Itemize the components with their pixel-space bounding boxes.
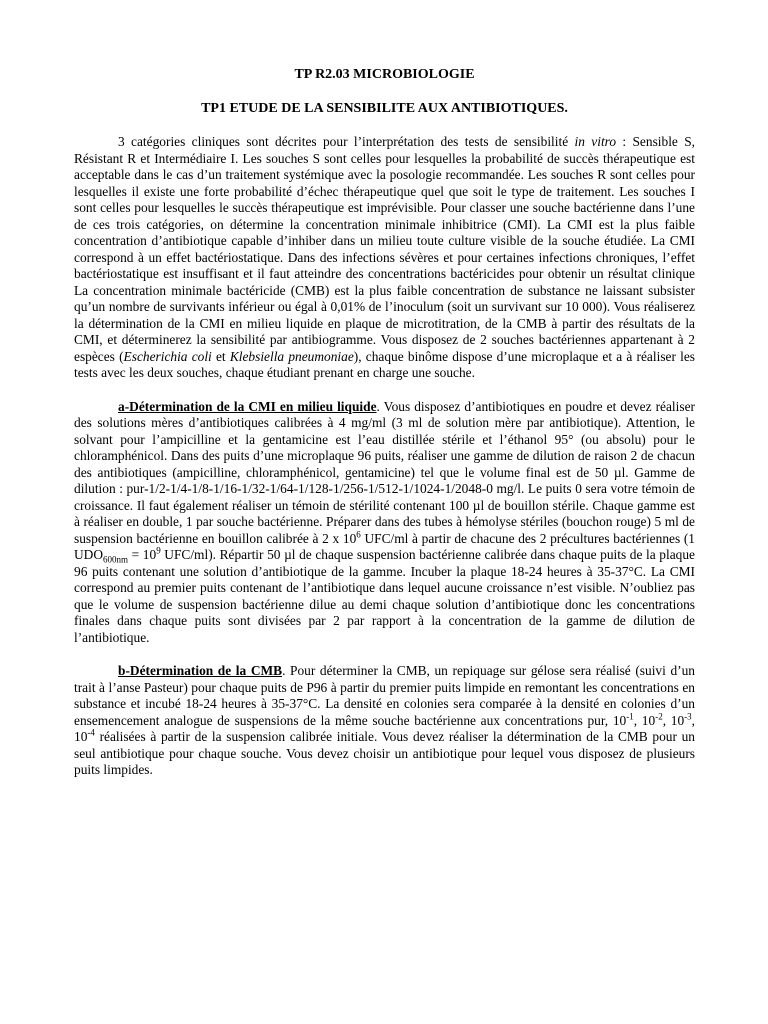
page-subtitle bbox=[74, 100, 695, 118]
section-a-text-4: UFC/ml). Répartir 50 µl de chaque suspension bactérienne calibrée dans chaque puits de la plaque 96 puits contenant une solution d’antibiotique de la gamme. Incuber la plaque 18-24 heures à 35-37°C. La CMI correspond au premier puits contenant de l’antibiotique dans lequel aucune croissance n’est visible. N’oubliez pas que le volume de suspension bactérienne dilue au demi chaque solution d’antibiotique donc les concentrations finales dans chaque puits sont divisées par 2 par rapport à la concentration de la gamme de dilution de l’antibiotique. bbox=[74, 547, 696, 645]
intro-and: et bbox=[211, 348, 230, 364]
section-b-heading: b-Détermination de la CMB bbox=[118, 663, 283, 678]
subtitle-text: TP1 ETUDE DE LA SENSIBILITE AUX ANTIBIOTIQUES bbox=[201, 101, 565, 116]
section-a-paragraph bbox=[74, 399, 695, 647]
section-b-comma-3: , 10 bbox=[74, 712, 696, 744]
page-title: TP R2.03 MICROBIOLOGIE bbox=[294, 67, 475, 82]
section-a-text-1: . Vous disposez d’antibiotiques en poudre et devez réaliser des solutions mères d’antibiotiques calibrées à 4 mg/ml (3 ml de solution mère par antibiotique). Attention, le solvant pour l’ampicilline et la gentamicine est l’eau distillée stérile et l’éthanol 95° (ou absolu) pour le chloramphénicol. Dans des puits d’une microplaque 96 puits, réaliser une gamme de dilution de raison 2 de chacun des antibiotiques (ampicilline, chloramphénicol, gentamicine) tel que le volume final est de 50 µl. Gamme de dilution : pur-1/2-1/4-1/8-1/16-1/32-1/64-1/128-1/256-1/512-1/1024-1/2048-0 mg/l. Le puits 0 sera votre témoin de croissance. Il faut également réaliser un témoin de stérilité contenant 100 µl de bouillon stérile. Chaque gamme est à réaliser en double, 1 par souche bactérienne. Préparer dans des tubes à hémolyse stériles (bouchon rouge) 5 ml de suspension bactérienne en bouillon calibrée à 2 x 10 bbox=[74, 398, 695, 546]
section-a-text-3: = 10 bbox=[128, 547, 157, 562]
section-a-sup-1: 6 bbox=[356, 529, 361, 540]
intro-italic-in-vitro: in vitro bbox=[574, 134, 617, 149]
section-a-heading: a-Détermination de la CMI en milieu liquide bbox=[118, 398, 377, 414]
section-b-text-2: réalisées à partir de la suspension calibrée initiale. Vous devez réaliser la détermination de la CMB pour un seul antibiotique pour chaque souche. Vous devez choisir un antibiotique pour lequel vous disposez de plusieurs puits limpides. bbox=[74, 729, 695, 777]
section-b-sup-2: -2 bbox=[655, 711, 663, 722]
intro-paragraph bbox=[74, 134, 695, 382]
section-a-sup-2: 9 bbox=[156, 545, 161, 556]
section-b-sup-4: -4 bbox=[87, 727, 95, 738]
section-a-text-2: UFC/ml à partir de chacune des 2 précultures bactériennes (1 UDO bbox=[74, 530, 696, 562]
subtitle-end: . bbox=[564, 101, 568, 116]
section-b-comma-1: , 10 bbox=[633, 712, 656, 728]
species-k-pneumoniae: Klebsiella pneumoniae bbox=[229, 348, 354, 364]
section-b-comma-2: , 10 bbox=[662, 712, 685, 728]
species-e-coli: Escherichia coli bbox=[123, 348, 212, 364]
intro-text-2: : Sensible S, Résistant R et Intermédiaire I. Les souches S sont celles pour lesquelles la probabilité de succès thérapeutique est acceptable dans le cas d’un traitement systémique avec la posologie recommandée. Les souches R sont celles pour lesquelles il existe une forte probabilité d’échec thérapeutique quel que soit le type de traitement. Les souches I sont celles pour lesquelles le succès thérapeutique est imprévisible. Pour classer une souche bactérienne dans l’une de ces trois catégories, on détermine la concentration minimale inhibitrice (CMI). La CMI est la plus faible concentration d’antibiotique capable d’inhiber dans un milieu toute culture visible de la souche étudiée. La CMI correspond à un effet bactériostatique. Dans des infections sévères et pour certaines infections chroniques, l’effet bactériostatique est insuffisant et il faut atteindre des concentrations bactéricides pour obtenir un résultat clinique La concentration minimale bactéricide (CMB) est la plus faible concentration de substance ne laissant subsister qu’un nombre de survivants inférieur ou égal à 0,01% de l’inoculum (soit un survivant sur 10 000). Vous réaliserez la détermination de la CMI en milieu liquide en plaque de microtitration, de la CMB à partir des résultats de la CMI, et déterminerez la sensibilité par antibiogramme. Vous disposez de 2 souches bactériennes appartenant à 2 espèces ( bbox=[74, 134, 696, 364]
section-b-paragraph bbox=[74, 663, 695, 779]
intro-text-3: ), chaque binôme dispose d’une microplaque et a à réaliser les tests avec les deux souches, chaque étudiant prenant en charge une souche. bbox=[74, 348, 695, 380]
section-b-sup-3: -3 bbox=[684, 711, 692, 722]
section-a-sub-udo: 600nm bbox=[103, 554, 129, 565]
intro-text-1: 3 catégories cliniques sont décrites pour l’interprétation des tests de sensibilité bbox=[118, 134, 575, 149]
section-b-sup-1: -1 bbox=[626, 711, 634, 722]
section-b-text-1: . Pour déterminer la CMB, un repiquage sur gélose sera réalisé (suivi d’un trait à l’anse Pasteur) pour chaque puits de P96 à partir du premier puits limpide en remontant les concentrations en substance et incubé 18-24 heures à 35-37°C. La densité en colonies sera comparée à la densité en colonies d’un ensemencement analogue de suspensions de la même souche bactérienne aux concentrations pur, 10 bbox=[74, 663, 695, 728]
